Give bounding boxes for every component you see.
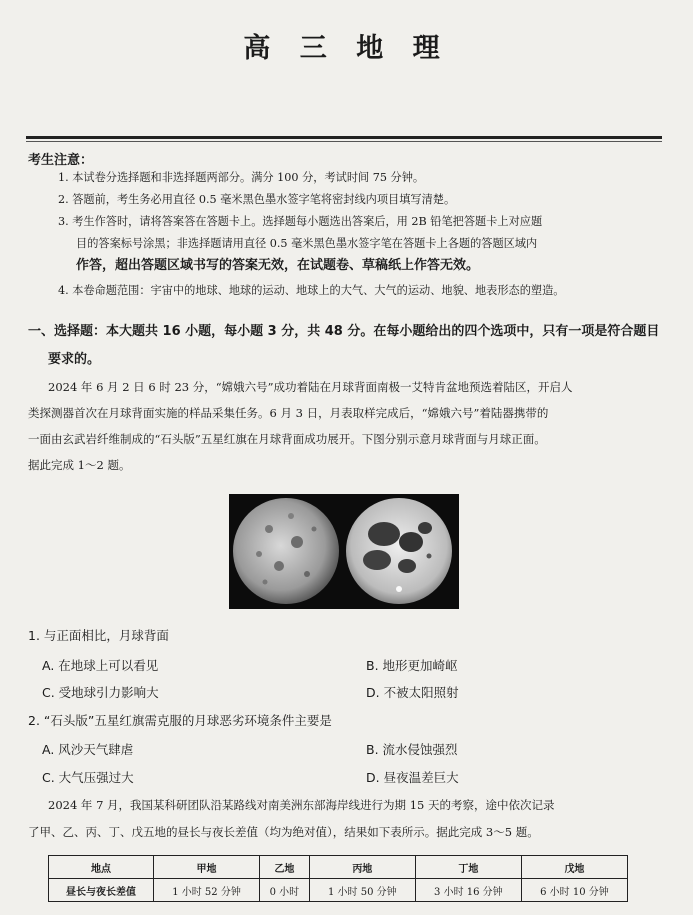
table-cell: 1 小时 50 分钟 bbox=[309, 879, 415, 902]
page-title: 高 三 地 理 bbox=[243, 33, 450, 64]
moon-near-side bbox=[346, 498, 452, 604]
passage-2-line-1: 2024 年 7 月，我国某科研团队沿某路线对南美洲东部海岸线进行为期 15 天的考察，途中依次记录 bbox=[48, 798, 555, 812]
notice-item-3-emphasis: 作答，超出答题区域书写的答案无效，在试题卷、草稿纸上作答无效。 bbox=[76, 258, 480, 273]
question-1-option-d[interactable]: D. 不被太阳照射 bbox=[366, 685, 459, 700]
table-cell: 1 小时 52 分钟 bbox=[154, 879, 260, 902]
question-2-option-d[interactable]: D. 昼夜温差巨大 bbox=[366, 770, 459, 785]
passage-1-line-3: 一面由玄武岩纤维制成的“石头版”五星红旗在月球背面成功展开。下图分别示意月球背面与月球正面。 bbox=[28, 432, 546, 446]
notice-heading: 考生注意： bbox=[28, 153, 94, 168]
table-row bbox=[49, 879, 628, 902]
moon-far-side bbox=[233, 498, 339, 604]
notice-item-2: 2. 答题前，考生务必用直径 0.5 毫米黑色墨水签字笔将密封线内项目填写清楚。 bbox=[58, 193, 456, 206]
table-header-cell: 乙地 bbox=[260, 856, 310, 879]
notice-item-3-cont: 目的答案标号涂黑；非选择题请用直径 0.5 毫米黑色墨水签字笔在答题卡上各题的答题区域内 bbox=[76, 237, 538, 250]
header-divider bbox=[26, 136, 662, 139]
table-header-row bbox=[49, 856, 628, 879]
table-header-cell: 戊地 bbox=[521, 856, 627, 879]
table-row-label: 昼长与夜长差值 bbox=[49, 879, 154, 902]
question-1-option-b[interactable]: B. 地形更加崎岖 bbox=[366, 658, 458, 673]
table-cell: 3 小时 16 分钟 bbox=[415, 879, 521, 902]
table-header-cell: 地点 bbox=[49, 856, 154, 879]
table-header-cell: 甲地 bbox=[154, 856, 260, 879]
question-2-option-b[interactable]: B. 流水侵蚀强烈 bbox=[366, 742, 458, 757]
moon-image bbox=[229, 494, 459, 609]
section-heading-cont: 要求的。 bbox=[48, 352, 101, 367]
section-heading: 一、选择题：本大题共 16 小题，每小题 3 分，共 48 分。在每小题给出的四个选项中，只有一项是符合题目 bbox=[28, 324, 660, 339]
notice-item-1: 1. 本试卷分选择题和非选择题两部分。满分 100 分，考试时间 75 分钟。 bbox=[58, 171, 425, 184]
table-header-cell: 丁地 bbox=[415, 856, 521, 879]
passage-2-line-2: 了甲、乙、丙、丁、戊五地的昼长与夜长差值（均为绝对值），结果如下表所示。据此完成 3～5 题。 bbox=[28, 825, 539, 839]
question-2-stem: 2. “石头版”五星红旗需克服的月球恶劣环境条件主要是 bbox=[28, 713, 332, 728]
notice-item-4: 4. 本卷命题范围：宇宙中的地球、地球的运动、地球上的大气、大气的运动、地貌、地表形态的塑造。 bbox=[58, 284, 565, 297]
question-1-option-a[interactable]: A. 在地球上可以看见 bbox=[42, 658, 159, 673]
notice-item-3: 3. 考生作答时，请将答案答在答题卡上。选择题每小题选出答案后，用 2B 铅笔把答题卡上对应题 bbox=[58, 215, 543, 228]
passage-1-line-1: 2024 年 6 月 2 日 6 时 23 分，“嫦娥六号”成功着陆在月球背面南极一艾特肯盆地预选着陆区，开启人 bbox=[48, 380, 573, 394]
question-2-option-a[interactable]: A. 风沙天气肆虐 bbox=[42, 742, 134, 757]
table-cell: 6 小时 10 分钟 bbox=[521, 879, 627, 902]
header-divider-thin bbox=[26, 141, 662, 142]
question-1-option-c[interactable]: C. 受地球引力影响大 bbox=[42, 685, 159, 700]
question-2-option-c[interactable]: C. 大气压强过大 bbox=[42, 770, 134, 785]
passage-1-line-2: 类探测器首次在月球背面实施的样品采集任务。6 月 3 日，月表取样完成后，“嫦娥六号”着陆器携带的 bbox=[28, 406, 549, 420]
table-cell: 0 小时 bbox=[260, 879, 310, 902]
table-header-cell: 丙地 bbox=[309, 856, 415, 879]
day-night-table bbox=[48, 855, 628, 902]
question-1-stem: 1. 与正面相比，月球背面 bbox=[28, 628, 169, 643]
passage-1-line-4: 据此完成 1～2 题。 bbox=[28, 458, 131, 472]
